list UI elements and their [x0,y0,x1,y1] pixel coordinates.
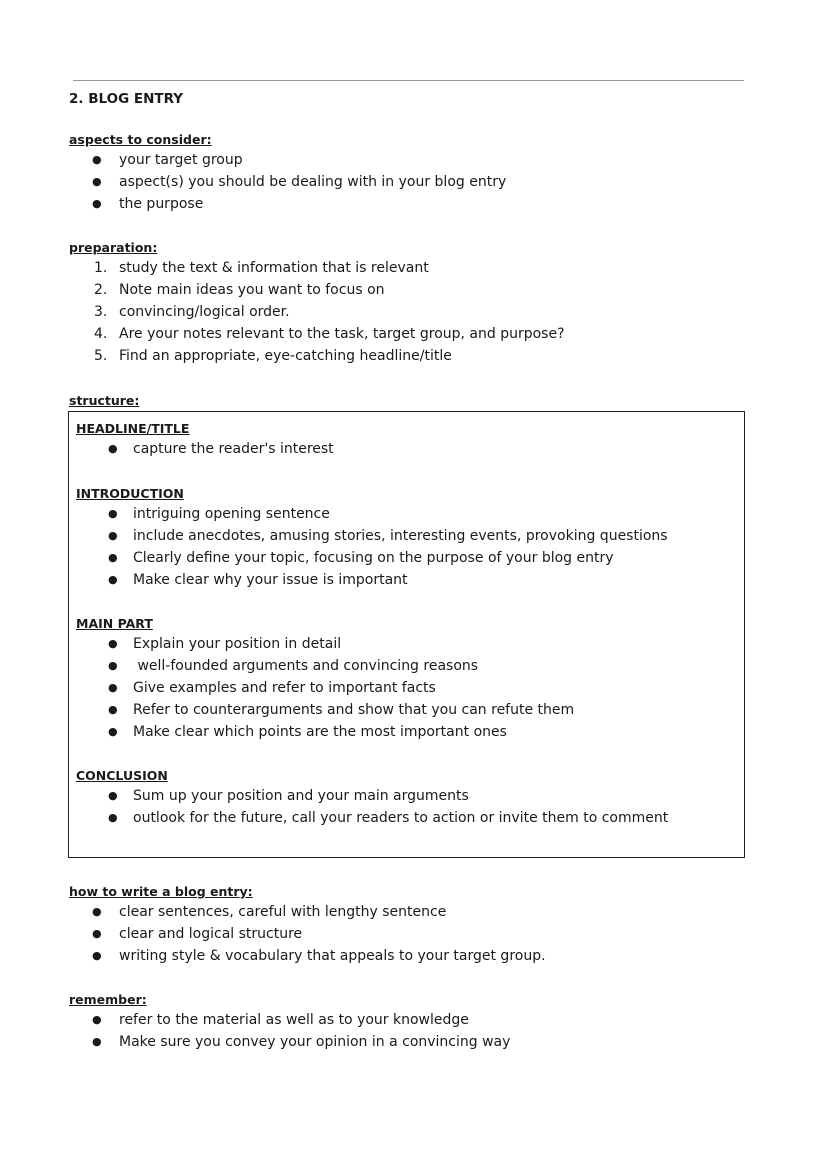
aspects-heading: aspects to consider: [69,132,212,147]
bullet-icon: ● [108,573,118,586]
bullet-icon: ● [92,949,102,962]
introduction-block [76,485,736,591]
list-item: ● outlook for the future, call your readers to action or invite them to comment [76,807,736,829]
list-item: ● the purpose [69,193,749,215]
list-item: ● well-founded arguments and convincing reasons [76,655,736,677]
bullet-icon: ● [92,197,102,210]
list-item: ● Make clear which points are the most important ones [76,721,736,743]
list-item: 4. Are your notes relevant to the task, target group, and purpose? [94,326,565,342]
bullet-icon: ● [92,175,102,188]
list-item: ● capture the reader's interest [76,438,736,460]
bullet-icon: ● [108,507,118,520]
list-item: 2. Note main ideas you want to focus on [94,282,385,298]
preparation-list [69,257,749,367]
remember-heading: remember: [69,992,147,1007]
bullet-icon: ● [108,659,118,672]
structure-box [68,411,745,858]
bullet-icon: ● [108,681,118,694]
conclusion-block [76,767,736,829]
list-item: 1. study the text & information that is relevant [94,260,429,276]
bullet-icon: ● [108,811,118,824]
introduction-heading: INTRODUCTION [76,486,184,501]
list-item: ● Explain your position in detail [76,633,736,655]
bullet-icon: ● [92,153,102,166]
page-title: 2. BLOG ENTRY [69,91,184,107]
preparation-heading: preparation: [69,240,158,255]
how-to-heading: how to write a blog entry: [69,884,253,899]
list-item: ● writing style & vocabulary that appeals to your target group. [69,945,749,967]
bullet-icon: ● [108,529,118,542]
bullet-icon: ● [92,927,102,940]
preparation-section [69,239,749,367]
list-item: ● include anecdotes, amusing stories, interesting events, provoking questions [76,525,736,547]
bullet-icon: ● [108,442,118,455]
list-item: ● Make clear why your issue is important [76,569,736,591]
list-item: ● Refer to counterarguments and show that you can refute them [76,699,736,721]
header-divider [73,80,744,81]
list-item: ● your target group [69,149,749,171]
list-item: ● refer to the material as well as to your knowledge [69,1009,749,1031]
bullet-icon: ● [108,725,118,738]
list-item: ● Sum up your position and your main arguments [76,785,736,807]
bullet-icon: ● [92,1013,102,1026]
headline-block [76,420,736,460]
headline-heading: HEADLINE/TITLE [76,421,190,436]
structure-heading: structure: [69,393,140,408]
structure-section [69,392,749,410]
how-to-section [69,883,749,967]
bullet-icon: ● [108,551,118,564]
bullet-icon: ● [108,703,118,716]
list-item: ● clear sentences, careful with lengthy sentence [69,901,749,923]
conclusion-heading: CONCLUSION [76,768,168,783]
list-item: ● intriguing opening sentence [76,503,736,525]
list-item: 5. Find an appropriate, eye-catching headline/title [94,348,452,364]
bullet-icon: ● [92,1035,102,1048]
list-item: 3. convincing/logical order. [94,304,290,320]
list-item: ● Make sure you convey your opinion in a convincing way [69,1031,749,1053]
list-item: ● Give examples and refer to important facts [76,677,736,699]
bullet-icon: ● [108,789,118,802]
bullet-icon: ● [92,905,102,918]
aspects-list [69,149,749,215]
remember-section [69,991,749,1053]
bullet-icon: ● [108,637,118,650]
list-item: ● aspect(s) you should be dealing with in your blog entry [69,171,749,193]
list-item: ● clear and logical structure [69,923,749,945]
list-item: ● Clearly define your topic, focusing on the purpose of your blog entry [76,547,736,569]
aspects-section [69,131,749,215]
main-part-heading: MAIN PART [76,616,153,631]
main-part-block [76,615,736,743]
